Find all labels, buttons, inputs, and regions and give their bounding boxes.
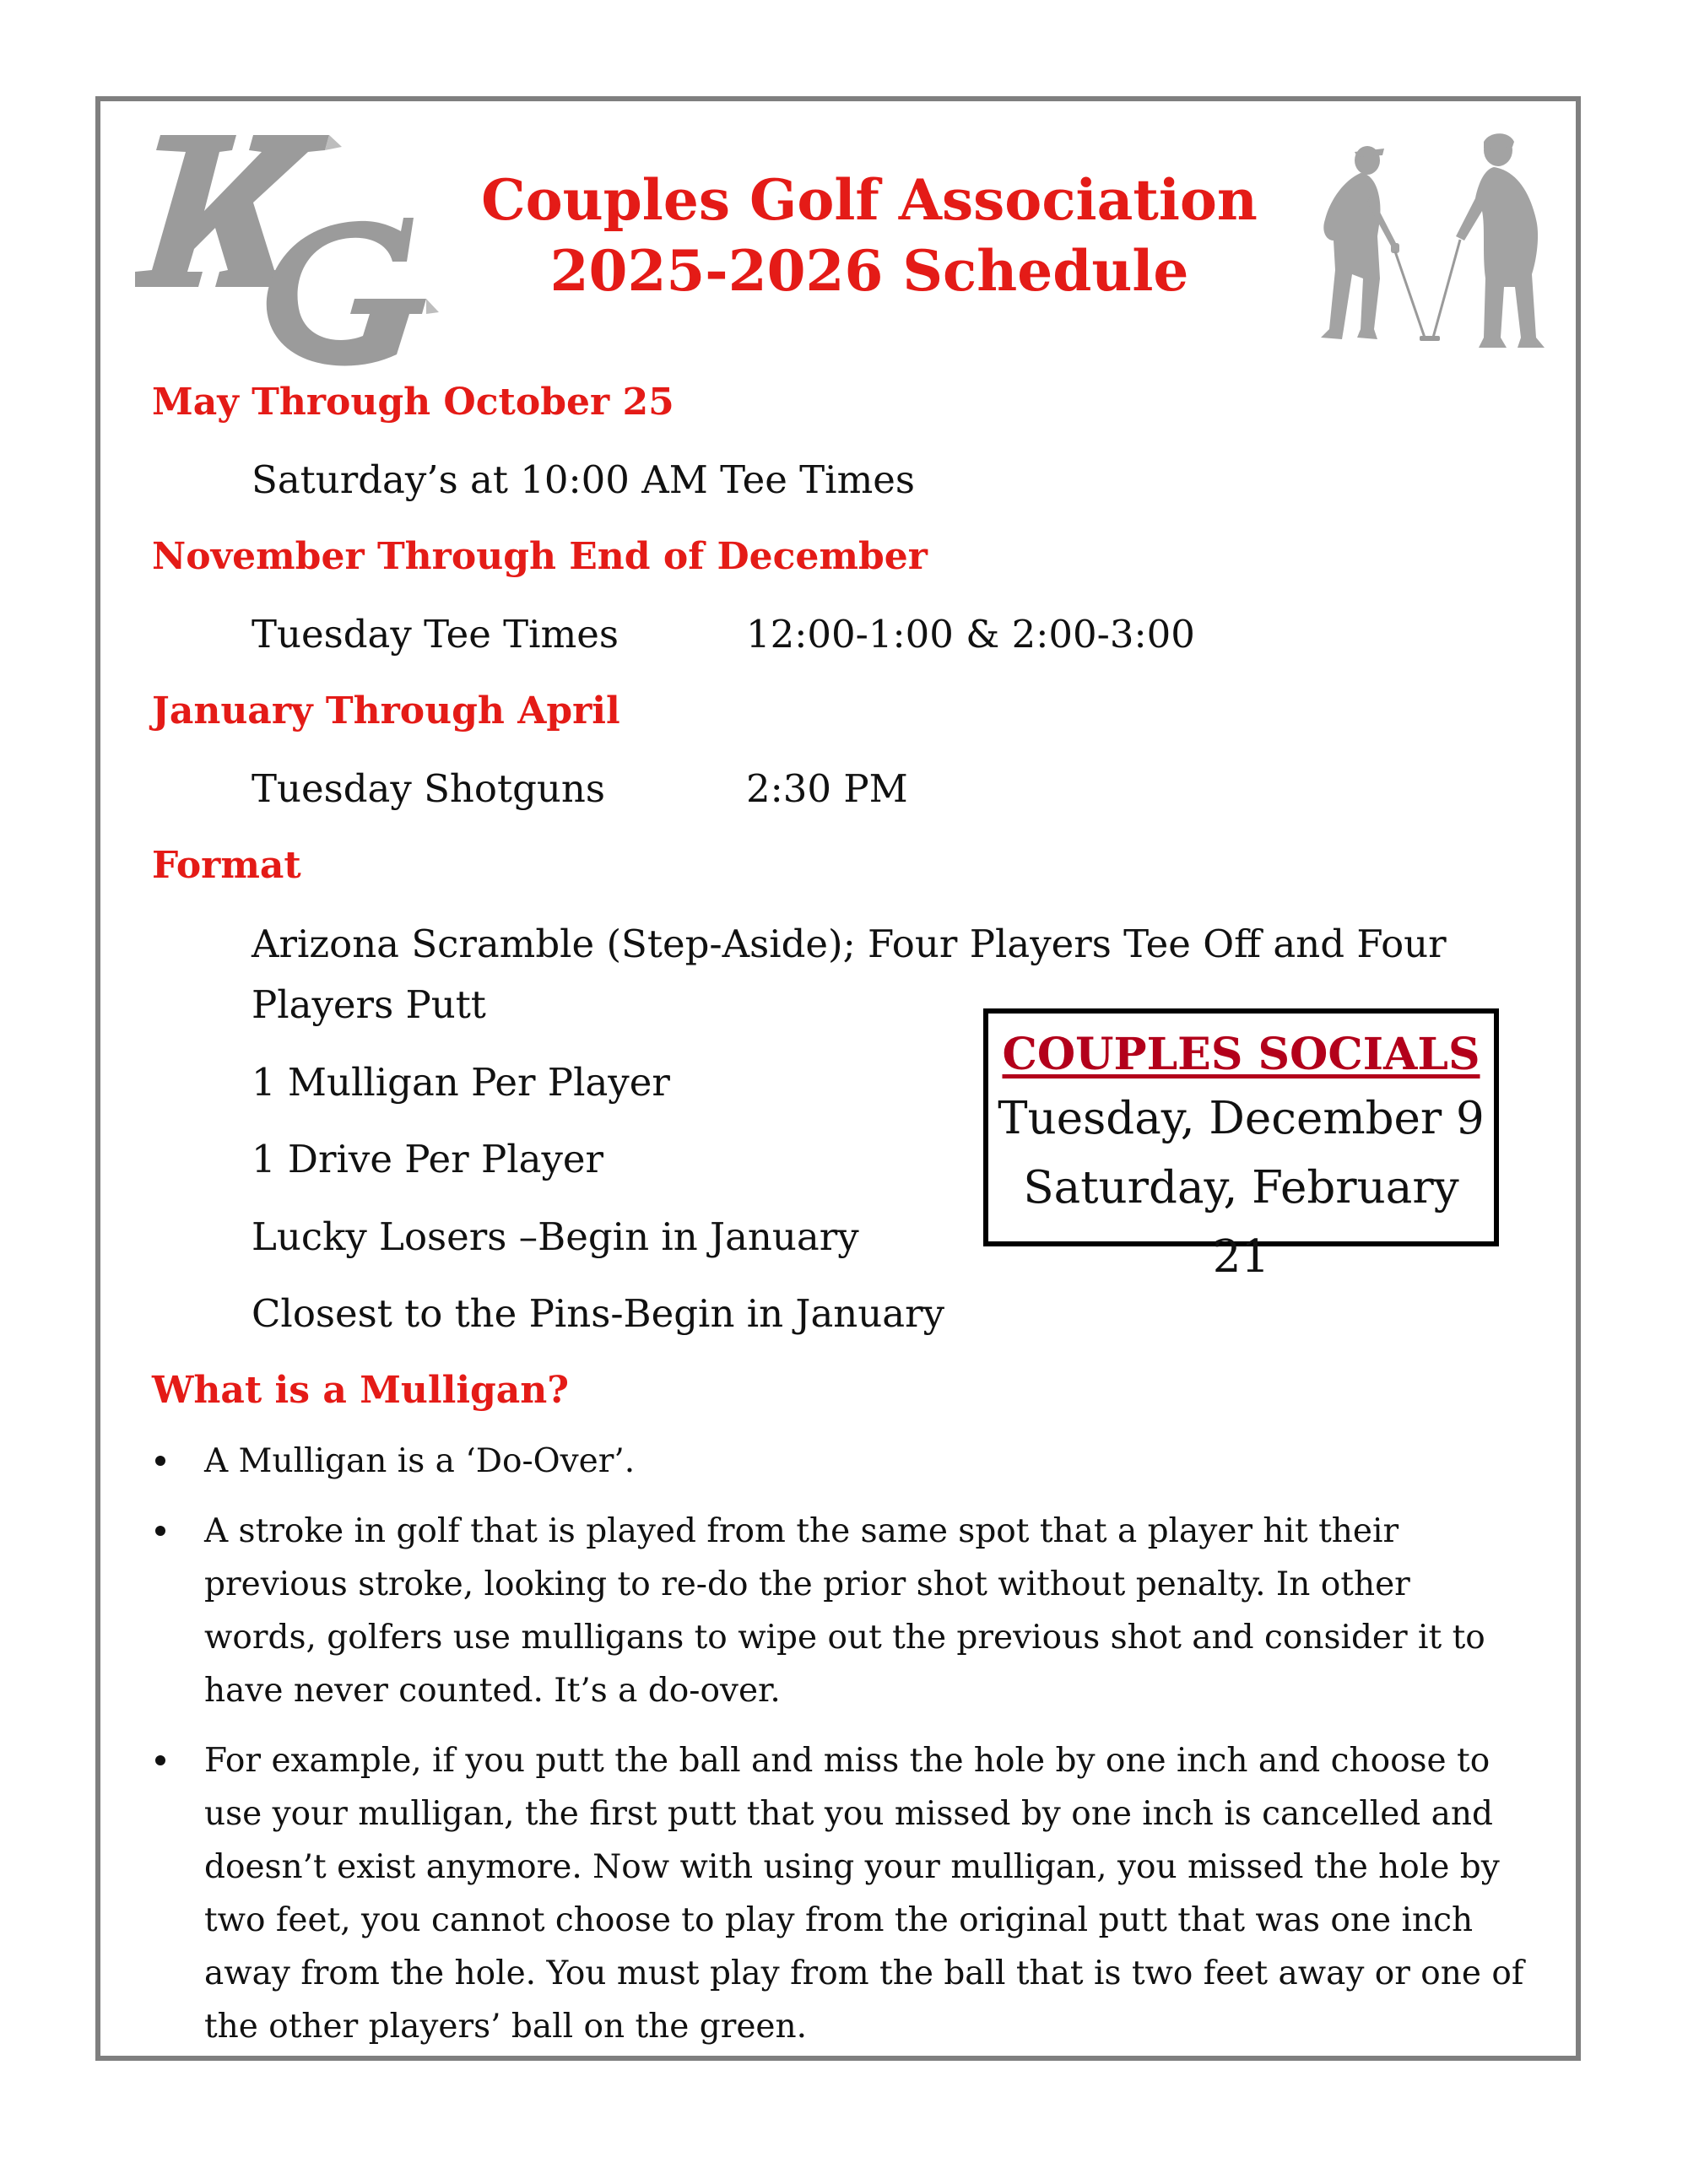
jan-apr-value: 2:30 PM — [746, 766, 908, 811]
bullet-icon — [155, 1456, 165, 1466]
title-line-1: Couples Golf Association — [481, 167, 1258, 233]
format-item-1-text: Arizona Scramble (Step-Aside); Four Players Tee Off and Four Players Putt — [252, 922, 1447, 1027]
bullet-icon — [155, 1755, 165, 1765]
list-item — [143, 1734, 1528, 2053]
format-item-3: 1 Drive Per Player — [252, 1137, 604, 1181]
mulligan-bullet-list — [143, 1435, 1528, 2070]
couples-socials-box — [983, 1008, 1499, 1283]
list-item — [143, 1505, 1528, 1717]
section-heading-format: Format — [152, 844, 301, 887]
list-item — [143, 1435, 1528, 1488]
mulligan-bullet-1: A Mulligan is a ‘Do-Over’. — [204, 1442, 636, 1480]
format-item-4: Lucky Losers –Begin in January — [252, 1214, 859, 1259]
format-item-5: Closest to the Pins-Begin in January — [252, 1291, 945, 1336]
kg-logo-icon — [135, 118, 473, 371]
jan-apr-label: Tuesday Shotguns — [252, 766, 605, 811]
socials-date-2: Saturday, February 21 — [1023, 1162, 1459, 1283]
format-item-2: 1 Mulligan Per Player — [252, 1060, 670, 1105]
golfers-silhouette-icon — [1283, 127, 1570, 363]
bullet-icon — [155, 1526, 165, 1536]
socials-date-1: Tuesday, December 9 — [998, 1093, 1485, 1144]
section-heading-mulligan: What is a Mulligan? — [152, 1369, 570, 1412]
document-title — [456, 165, 1283, 306]
mulligan-bullet-2: A stroke in golf that is played from the same spot that a player hit their previous stroke, looking to re-do the prior shot without penalty. In other words, golfers use mulligans to wipe out the previous shot and consider it to have never counted. It’s a do-over. — [204, 1512, 1485, 1710]
section-heading-nov-dec: November Through End of December — [152, 535, 928, 578]
title-line-2: 2025-2026 Schedule — [549, 238, 1189, 304]
socials-title: COUPLES SOCIALS — [1002, 1029, 1480, 1080]
nov-dec-value: 12:00-1:00 & 2:00-3:00 — [746, 612, 1195, 657]
may-oct-tee-times: Saturday’s at 10:00 AM Tee Times — [252, 457, 915, 502]
jan-apr-row — [252, 765, 908, 814]
nov-dec-label: Tuesday Tee Times — [252, 612, 619, 657]
nov-dec-row — [252, 610, 1195, 659]
mulligan-bullet-3: For example, if you putt the ball and miss the hole by one inch and choose to use your mulligan, the first putt that you missed by one inch is cancelled and doesn’t exist anymore. Now with using your mulligan, you missed the hole by two feet, you cannot choose to play from the original putt that was one inch away from the hole. You must play from the ball that is two feet away or one of the other players’ ball on the green. — [204, 1742, 1524, 2046]
section-heading-may-oct: May Through October 25 — [152, 381, 674, 424]
section-heading-jan-apr: January Through April — [152, 689, 620, 733]
